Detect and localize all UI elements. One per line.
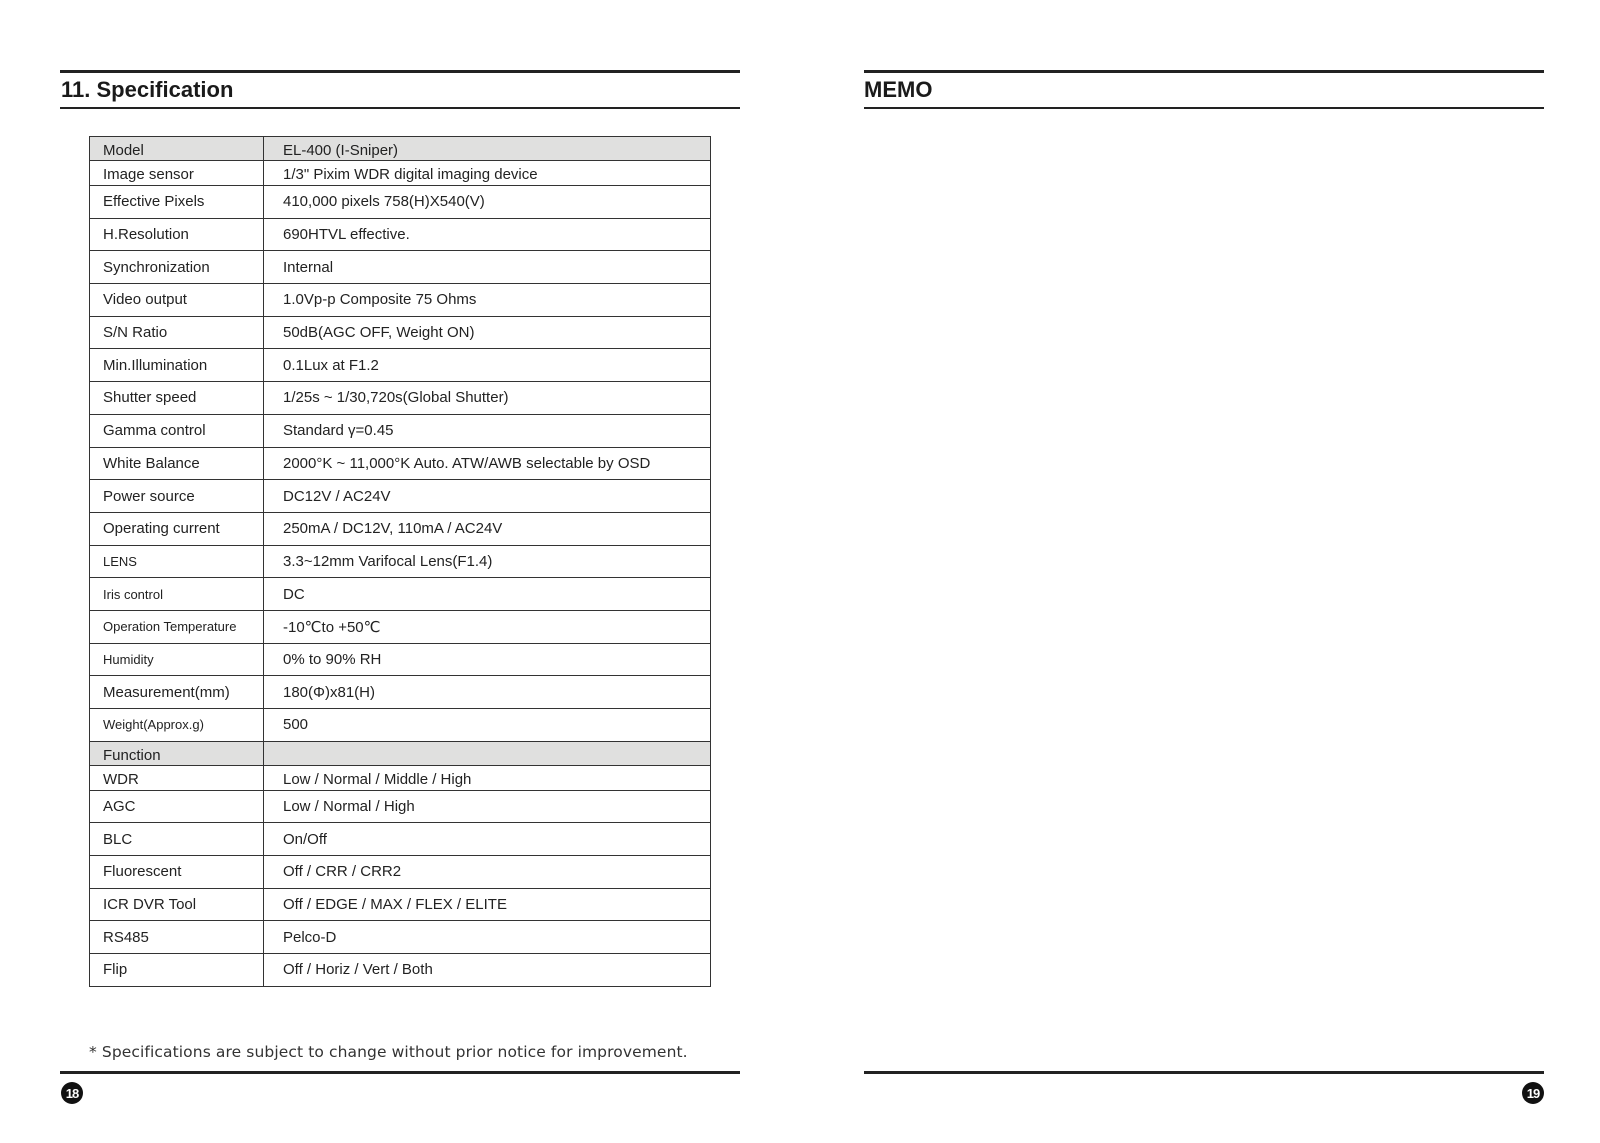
spec-label: H.Resolution [90,218,264,251]
spec-label: Iris control [90,578,264,611]
spec-label: Shutter speed [90,382,264,415]
spec-value: 2000°K ~ 11,000°K Auto. ATW/AWB selectable by OSD [264,447,711,480]
function-value: Off / EDGE / MAX / FLEX / ELITE [264,888,711,921]
function-value: On/Off [264,823,711,856]
table-row [90,823,711,856]
table-row [90,676,711,709]
spec-value: DC12V / AC24V [264,480,711,513]
function-label: Flip [90,954,264,987]
spec-value: 410,000 pixels 758(H)X540(V) [264,186,711,219]
spec-value: Standard γ=0.45 [264,414,711,447]
footer-rule [60,1071,740,1074]
table-row [90,954,711,987]
table-row [90,316,711,349]
spec-value: -10℃to +50℃ [264,610,711,643]
table-row [90,709,711,742]
table-row [90,578,711,611]
header-top-rule [864,70,1544,73]
spec-value: DC [264,578,711,611]
table-header-label: Model [90,137,264,161]
table-header-row [90,137,711,161]
spec-label: Gamma control [90,414,264,447]
spec-value: 250mA / DC12V, 110mA / AC24V [264,512,711,545]
table-row [90,284,711,317]
spec-value: 3.3~12mm Varifocal Lens(F1.4) [264,545,711,578]
function-value: Off / CRR / CRR2 [264,856,711,889]
function-value: Low / Normal / High [264,790,711,823]
spec-label: Measurement(mm) [90,676,264,709]
spec-label: Image sensor [90,161,264,186]
table-row [90,856,711,889]
spec-label: Humidity [90,643,264,676]
header-top-rule [60,70,740,73]
spec-label: Synchronization [90,251,264,284]
table-header-value: EL-400 (I-Sniper) [264,137,711,161]
spec-value: 1/25s ~ 1/30,720s(Global Shutter) [264,382,711,415]
table-row [90,790,711,823]
memo-title: MEMO [864,77,933,102]
spec-value: 690HTVL effective. [264,218,711,251]
spec-value: 0% to 90% RH [264,643,711,676]
spec-label: Min.Illumination [90,349,264,382]
spec-label: White Balance [90,447,264,480]
function-label: ICR DVR Tool [90,888,264,921]
spec-label: Power source [90,480,264,513]
function-value: Low / Normal / Middle / High [264,765,711,790]
table-row [90,447,711,480]
table-row [90,765,711,790]
function-label: RS485 [90,921,264,954]
function-label: AGC [90,790,264,823]
spec-value: 500 [264,709,711,742]
function-value: Off / Horiz / Vert / Both [264,954,711,987]
spec-label: Weight(Approx.g) [90,709,264,742]
table-row [90,414,711,447]
table-row [90,349,711,382]
table-row [90,251,711,284]
table-row [90,186,711,219]
spec-value: 0.1Lux at F1.2 [264,349,711,382]
table-row [90,382,711,415]
page-title: 11. Specification [61,77,234,102]
table-row [90,480,711,513]
table-row [90,643,711,676]
specification-footnote: * Specifications are subject to change without prior notice for improvement. [89,1043,688,1061]
function-label: BLC [90,823,264,856]
memo-area [864,112,1544,1062]
right-page [800,0,1600,1143]
page-number-badge: 19 [1522,1082,1544,1104]
spec-value: 1.0Vp-p Composite 75 Ohms [264,284,711,317]
spec-label: Operating current [90,512,264,545]
table-row [90,610,711,643]
spec-value: 50dB(AGC OFF, Weight ON) [264,316,711,349]
table-row [90,161,711,186]
table-row [90,888,711,921]
function-label: WDR [90,765,264,790]
function-label: Fluorescent [90,856,264,889]
spec-label: Effective Pixels [90,186,264,219]
table-row [90,545,711,578]
specification-table [89,136,711,987]
spec-label: LENS [90,545,264,578]
spec-label: S/N Ratio [90,316,264,349]
spec-label: Video output [90,284,264,317]
spec-label: Operation Temperature [90,610,264,643]
function-value: Pelco-D [264,921,711,954]
table-row [90,218,711,251]
function-header-row [90,741,711,765]
table-row [90,921,711,954]
header-bottom-rule [864,107,1544,109]
header-bottom-rule [60,107,740,109]
function-header-value [264,741,711,765]
page-number-badge: 18 [61,1082,83,1104]
spec-value: 1/3" Pixim WDR digital imaging device [264,161,711,186]
footer-rule [864,1071,1544,1074]
spec-value: 180(Φ)x81(H) [264,676,711,709]
function-header-label: Function [90,741,264,765]
spec-value: Internal [264,251,711,284]
table-row [90,512,711,545]
